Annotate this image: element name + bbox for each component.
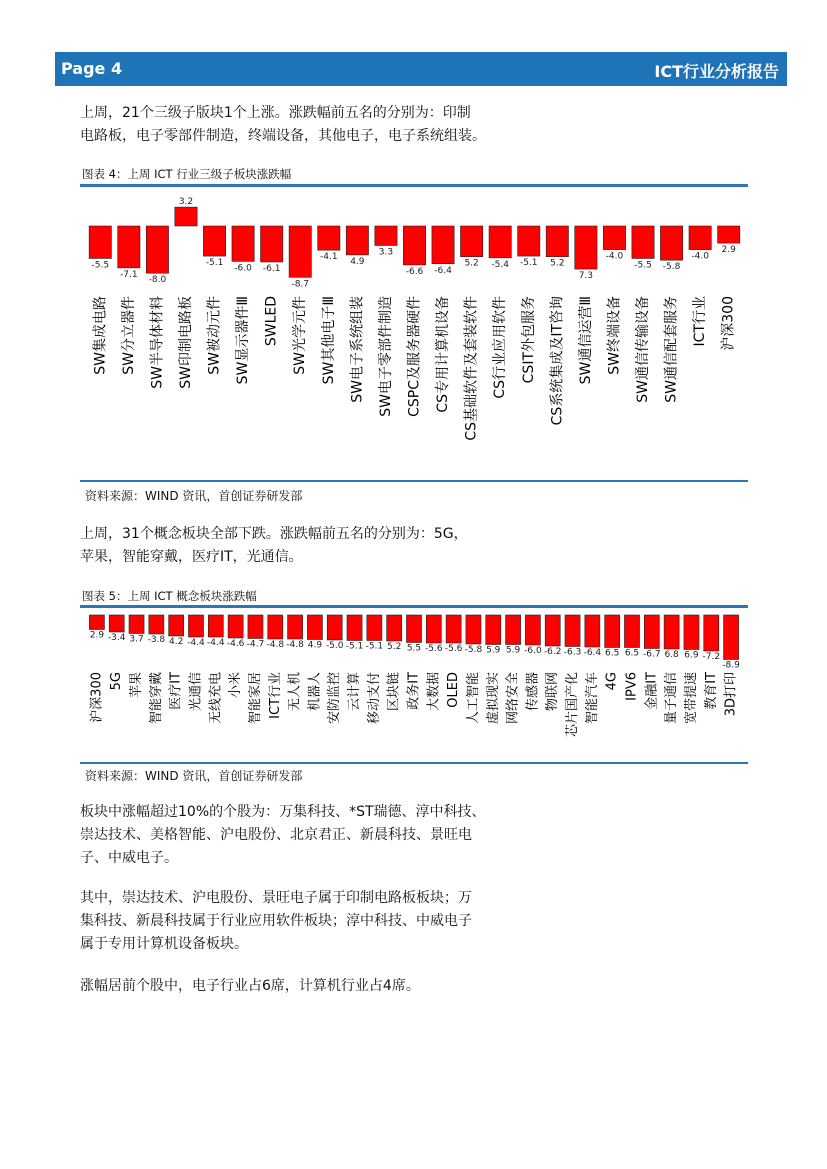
value-label-26: 6.5 (605, 648, 620, 659)
value-label-4: 4.2 (169, 637, 184, 647)
bar-1 (109, 615, 124, 632)
category-label-7: 小米 (228, 672, 244, 699)
bar-5 (188, 615, 203, 637)
bar-8 (248, 615, 263, 639)
bar-7 (228, 615, 243, 638)
figure-5-bottom-rule (80, 762, 748, 764)
value-label-13: 5.2 (464, 258, 479, 269)
value-label-16: 5.2 (550, 258, 565, 269)
category-label-2: SW半导体材料 (149, 296, 166, 389)
paragraph-summary (80, 975, 420, 998)
value-label-8: -4.1 (320, 252, 338, 263)
paragraph-line: 子、中威电子。 (80, 850, 178, 866)
value-label-27: 6.5 (624, 648, 640, 659)
category-label-23: 物联网 (545, 672, 561, 712)
category-label-20: 虚拟现实 (485, 672, 501, 725)
category-label-1: SW分立器件 (120, 296, 137, 375)
paragraph-line: 崇达技术、美格智能、沪电股份、北京君正、新晨科技、景旺电 (80, 827, 472, 843)
category-label-14: CS行业应用软件 (492, 296, 509, 399)
value-label-18: -4.0 (605, 251, 624, 262)
bar-25 (585, 615, 600, 647)
bar-26 (605, 615, 620, 648)
paragraph-line: 苹果，智能穿戴，医疗IT，光通信。 (80, 549, 303, 565)
value-label-9: -4.8 (266, 640, 285, 650)
paragraph-line: 上周，21个三级子版块1个上涨。涨跌幅前五名的分别为：印制 (80, 105, 471, 121)
paragraph-line: 集科技、新晨科技属于行业应用软件板块；淳中科技、中威电子 (80, 913, 472, 929)
value-label-9: 4.9 (350, 256, 365, 267)
category-label-19: 人工智能 (465, 672, 481, 725)
bar-23 (545, 615, 560, 646)
value-label-20: 5.9 (486, 645, 501, 656)
category-label-18: OLED (446, 672, 462, 708)
value-label-19: -5.5 (634, 260, 652, 271)
bar-14 (367, 615, 382, 641)
category-label-11: 机器人 (307, 672, 323, 712)
category-label-3: 智能穿戴 (148, 672, 164, 725)
category-label-5: SW显示器件Ⅲ (235, 296, 252, 385)
bar-28 (644, 615, 659, 649)
bar-17 (426, 615, 441, 643)
category-label-12: 安防监控 (327, 672, 343, 725)
value-label-32: -8.9 (722, 660, 740, 671)
category-label-10: 无人机 (287, 672, 303, 712)
value-label-16: 5.5 (406, 643, 422, 654)
paragraph-top-stocks (80, 801, 486, 870)
value-label-22: -6.0 (524, 646, 542, 656)
value-label-6: -6.1 (262, 263, 281, 274)
value-label-15: 5.2 (387, 642, 402, 652)
value-label-10: 3.3 (378, 247, 394, 258)
category-label-4: SW被动元件 (206, 296, 223, 375)
value-label-13: -5.1 (345, 641, 364, 652)
category-label-1: 5G (109, 672, 125, 691)
value-label-28: -6.7 (643, 649, 661, 660)
value-label-24: -6.3 (563, 647, 582, 658)
category-label-31: 教育IT (703, 672, 719, 710)
bar-31 (704, 615, 719, 651)
value-label-17: 7.3 (578, 271, 594, 282)
paragraph-line: 涨幅居前个股中，电子行业占6席，计算机行业占4席。 (80, 978, 420, 994)
category-label-16: 政务IT (406, 672, 422, 710)
category-label-6: 无线充电 (208, 672, 224, 725)
value-label-14: -5.4 (491, 259, 509, 270)
category-label-16: CS系统集成及IT咨询 (549, 296, 566, 426)
value-label-3: 3.2 (178, 197, 194, 208)
category-label-8: SW其他电子Ⅲ (320, 296, 337, 385)
page-number: Page 4 (61, 59, 123, 78)
bar-19 (466, 615, 481, 644)
category-label-15: 区块链 (386, 672, 402, 712)
bar-18 (446, 615, 461, 643)
category-label-21: ICT行业 (692, 296, 709, 347)
value-label-11: -6.6 (405, 266, 424, 277)
value-label-21: 5.9 (505, 645, 521, 656)
value-label-1: -7.1 (120, 269, 138, 280)
value-label-7: -8.7 (291, 279, 310, 290)
value-label-4: -5.1 (205, 258, 224, 269)
bar-21 (506, 615, 521, 645)
bar-32 (724, 615, 739, 660)
bar-15 (387, 615, 402, 641)
figure-4-source: 资料来源：WIND 资讯，首创证券研发部 (85, 489, 303, 503)
category-label-17: SW通信运营Ⅲ (577, 296, 594, 385)
value-label-18: -5.6 (444, 644, 463, 654)
figure-5-title: 图表 5：上周 ICT 概念板块涨跌幅 (82, 589, 257, 603)
paragraph-line: 板块中涨幅超过10%的个股为：万集科技、*ST瑞德、淳中科技、 (80, 804, 486, 820)
category-label-0: SW集成电路 (92, 296, 109, 375)
value-label-11: 4.9 (307, 640, 323, 651)
category-label-8: 智能家居 (247, 672, 263, 725)
bar-16 (406, 615, 421, 643)
category-label-29: 量子通信 (664, 672, 680, 725)
value-label-0: -5.5 (91, 260, 110, 271)
category-label-30: 宽带提速 (683, 672, 699, 725)
bar-13 (347, 615, 362, 641)
category-label-9: SW电子系统组装 (349, 296, 366, 403)
paragraph-line: 电路板，电子零部件制造，终端设备，其他电子，电子系统组装。 (80, 128, 486, 144)
category-label-19: SW通信传输设备 (635, 296, 652, 403)
value-label-8: -4.7 (246, 639, 265, 650)
value-label-7: -4.6 (226, 639, 245, 649)
category-label-2: 苹果 (129, 672, 145, 699)
report-title: ICT行业分析报告 (654, 62, 779, 81)
category-label-26: 4G (604, 672, 620, 691)
value-label-3: -3.8 (147, 635, 166, 645)
category-label-4: 医疗IT (168, 672, 184, 710)
value-label-23: -6.2 (543, 647, 562, 657)
value-label-22: 2.9 (721, 245, 736, 256)
bar-2 (129, 615, 144, 634)
bar-20 (486, 615, 501, 645)
category-label-27: IPV6 (624, 672, 640, 701)
bar-4 (169, 615, 184, 636)
category-label-11: CSPC及服务器硬件 (406, 296, 423, 417)
bar-3 (149, 615, 164, 634)
bar-29 (664, 615, 679, 649)
category-label-3: SW印制电路板 (177, 296, 194, 389)
category-label-5: 光通信 (188, 672, 204, 712)
category-label-13: CS基础软件及套装软件 (463, 296, 480, 441)
category-label-32: 3D打印 (723, 672, 739, 717)
value-label-19: -5.8 (464, 645, 483, 655)
category-label-18: SW终端设备 (606, 296, 623, 375)
category-label-10: SW电子零部件制造 (377, 296, 394, 417)
category-label-0: 沪深300 (89, 672, 105, 723)
value-label-1: -3.4 (107, 633, 126, 643)
value-label-0: 2.9 (89, 630, 105, 641)
value-label-12: -5.0 (325, 641, 344, 651)
paragraph-sector-breakdown (80, 887, 472, 956)
value-label-31: -7.2 (702, 652, 721, 662)
category-label-6: SWLED (263, 296, 280, 347)
value-label-5: -4.4 (187, 638, 205, 648)
value-label-5: -6.0 (234, 263, 252, 274)
bar-22 (525, 615, 540, 645)
category-label-14: 移动支付 (366, 672, 382, 725)
value-label-15: -5.1 (519, 258, 538, 269)
bar-0 (89, 615, 104, 630)
category-label-17: 大数据 (426, 672, 442, 712)
bar-12 (327, 615, 342, 640)
value-label-29: 6.8 (664, 650, 679, 660)
value-label-20: -5.8 (662, 262, 681, 273)
category-label-22: 传感器 (525, 672, 541, 712)
category-label-21: 网络安全 (505, 672, 521, 725)
figure-5-source: 资料来源：WIND 资讯，首创证券研发部 (85, 769, 303, 783)
category-label-12: CS专用计算机设备 (435, 296, 452, 413)
category-label-9: ICT行业 (267, 672, 283, 719)
category-label-13: 云计算 (347, 672, 363, 712)
category-label-15: CSIT外包服务 (520, 296, 537, 384)
value-label-25: -6.4 (583, 648, 602, 658)
bar-10 (288, 615, 303, 639)
category-label-24: 芯片国产化 (565, 672, 581, 738)
value-label-10: -4.8 (286, 640, 304, 650)
category-label-25: 智能汽车 (584, 672, 600, 725)
bar-27 (624, 615, 639, 648)
value-label-2: 3.7 (129, 634, 144, 645)
paragraph-line: 属于专用计算机设备板块。 (80, 936, 248, 952)
value-label-14: -5.1 (365, 641, 384, 652)
bar-24 (565, 615, 580, 647)
value-label-17: -5.6 (425, 644, 443, 654)
paragraph-line: 上周，31个概念板块全部下跌。涨跌幅前五名的分别为：5G， (80, 526, 468, 542)
value-label-6: -4.4 (207, 638, 225, 648)
bar-9 (268, 615, 283, 639)
bar-11 (307, 615, 322, 640)
bar-30 (684, 615, 699, 650)
value-label-2: -8.0 (148, 275, 167, 286)
category-label-28: 金融IT (644, 672, 660, 710)
figure-4-title: 图表 4：上周 ICT 行业三级子板块涨跌幅 (82, 167, 292, 181)
category-label-22: 沪深300 (720, 296, 737, 351)
value-label-12: -6.4 (434, 265, 452, 276)
bar-6 (208, 615, 223, 637)
category-label-20: SW通信配套服务 (663, 296, 680, 403)
value-label-30: 6.9 (684, 650, 699, 661)
category-label-7: SW光学元件 (292, 296, 309, 375)
paragraph-line: 其中，崇达技术、沪电股份、景旺电子属于印制电路板板块；万 (80, 890, 472, 906)
value-label-21: -4.0 (691, 251, 709, 262)
